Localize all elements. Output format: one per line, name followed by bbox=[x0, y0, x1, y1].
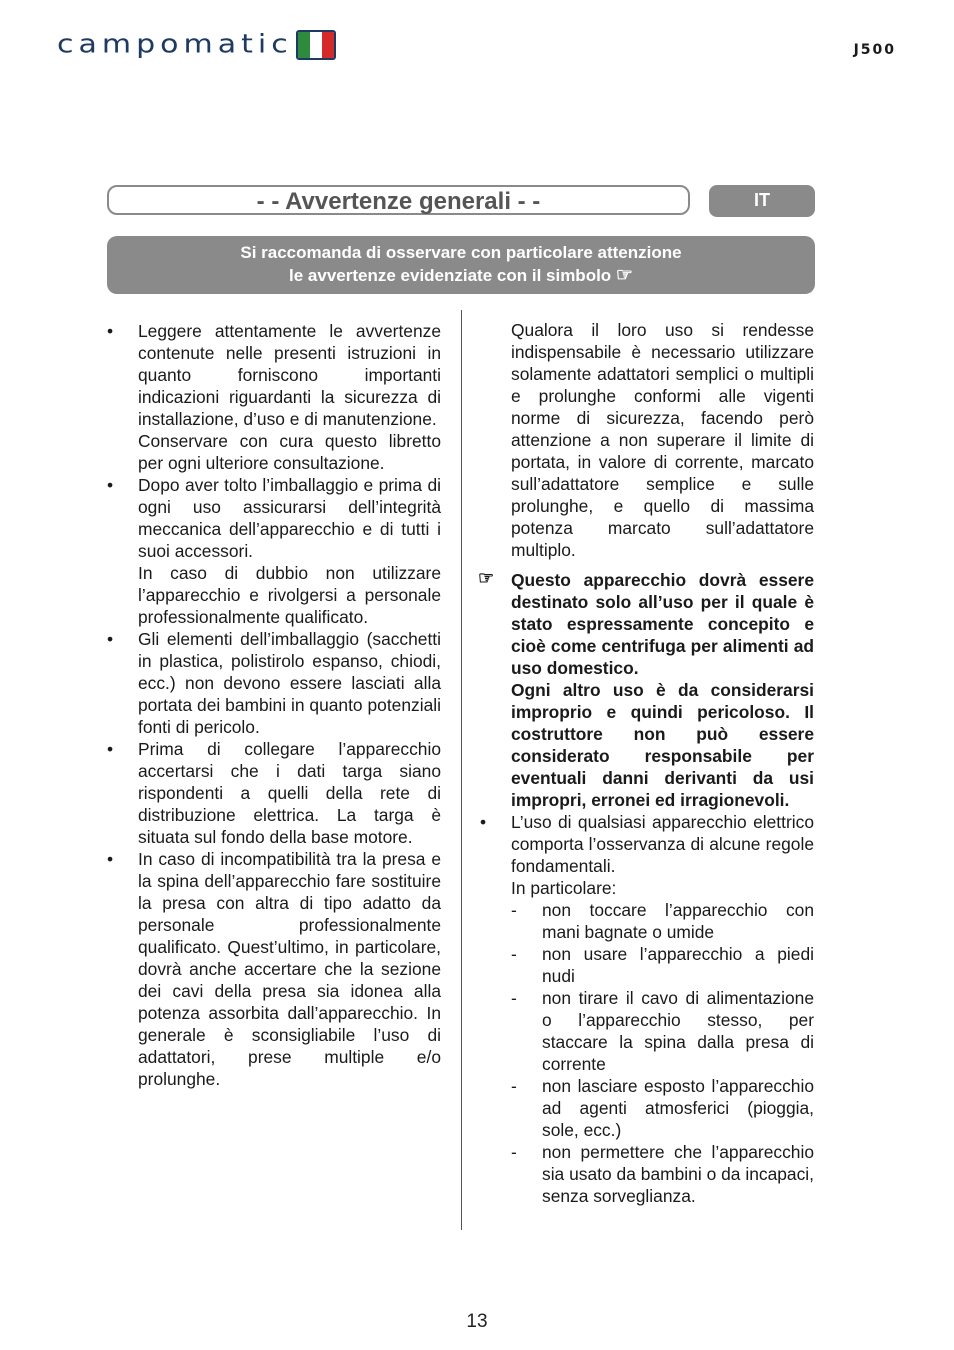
brand-logo bbox=[57, 30, 336, 60]
section-title-box bbox=[107, 185, 690, 215]
column-divider bbox=[461, 310, 462, 1230]
rule-item: - non tirare il cavo di alimentazione o l’apparecchio stesso, per staccare la spina dalla presa di corrente bbox=[511, 987, 814, 1075]
list-item: • Leggere attentamente le avvertenze contenute nelle presenti istruzioni in quanto forniscono importanti indicazioni riguardanti la sicurezza di installazione, d’uso e di manutenzione. bbox=[138, 320, 441, 430]
list-item-continuation: In caso di dubbio non utilizzare l’apparecchio e rivolgersi a personale professionalmente qualificato. bbox=[138, 563, 441, 627]
notice-banner bbox=[107, 236, 815, 294]
rule-item: - non lasciare esposto l’apparecchio ad agenti atmosferici (pioggia, sole, ecc.) bbox=[511, 1075, 814, 1141]
left-column bbox=[138, 320, 441, 1090]
italian-flag-icon bbox=[296, 30, 336, 60]
brand-name: campomatic bbox=[57, 29, 293, 60]
rule-item: - non permettere che l’apparecchio sia usato da bambini o da incapaci, senza sorveglianza. bbox=[511, 1141, 814, 1207]
list-item: • Prima di collegare l’apparecchio accertarsi che i dati targa siano rispondenti a quelli della rete di distribuzione elettrica. La targa è situata sul fondo della base motore. bbox=[138, 738, 441, 848]
right-column bbox=[478, 319, 814, 1207]
list-item: • L’uso di qualsiasi apparecchio elettrico comporta l’osservanza di alcune regole fondamentali. bbox=[511, 811, 814, 877]
language-badge: IT bbox=[709, 185, 815, 217]
warning-paragraph: Ogni altro uso è da considerarsi improprio e quindi pericoloso. Il costruttore non può essere considerato responsabile per eventuali danni derivanti da usi impropri, erronei ed irragionevoli. bbox=[511, 680, 814, 810]
notice-line-1: Si raccomanda di osservare con particolare attenzione bbox=[240, 243, 682, 262]
section-title: - - Avvertenze generali - - bbox=[256, 188, 541, 215]
list-item: • Dopo aver tolto l’imballaggio e prima di ogni uso assicurarsi dell’integrità meccanica dell’apparecchio e di tutti i suoi accessori. bbox=[138, 474, 441, 562]
pointing-hand-icon: ☞ bbox=[615, 265, 633, 286]
list-item-continuation: In particolare: bbox=[511, 878, 617, 898]
list-item-continuation: Conservare con cura questo libretto per ogni ulteriore consultazione. bbox=[138, 431, 441, 473]
notice-line-2: le avvertenze evidenziate con il simbolo ☞ bbox=[289, 265, 633, 286]
pointing-hand-icon: ☞ bbox=[478, 568, 495, 588]
model-code: J500 bbox=[853, 42, 896, 58]
list-item: • Gli elementi dell’imballaggio (sacchetti in plastica, polistirolo espanso, chiodi, ecc.) non devono essere lasciati alla portata dei bambini in quanto potenziali fonti di pericolo. bbox=[138, 628, 441, 738]
paragraph: Qualora il loro uso si rendesse indispensabile è necessario utilizzare solamente adattatori semplici o multipli e prolunghe conformi alle vigenti norme di sicurezza, facendo però attenzione a non superare il limite di portata, in valore di corrente, marcato sull’adattatore semplice e sulle prolunghe, e quello di massima potenza marcato sull’adattatore multiplo. bbox=[511, 320, 814, 560]
rule-item: - non toccare l’apparecchio con mani bagnate o umide bbox=[511, 899, 814, 943]
warning-paragraph: ☞ Questo apparecchio dovrà essere destinato solo all’uso per il quale è stato espressamente concepito e cioè come centrifuga per alimenti ad uso domestico. bbox=[478, 568, 814, 678]
page-number: 13 bbox=[466, 1311, 488, 1332]
rule-item: - non usare l’apparecchio a piedi nudi bbox=[511, 943, 814, 987]
list-item: • In caso di incompatibilità tra la presa e la spina dell’apparecchio fare sostituire la presa con altra di tipo adatto da personale professionalmente qualificato. Quest’ultimo, in particolare, dovrà anche accertare che la sezione dei cavi della presa sia idonea alla potenza assorbita dall’apparecchio. In generale è sconsigliabile l’uso di adattatori, prese multiple e/o prolunghe. bbox=[138, 848, 441, 1090]
